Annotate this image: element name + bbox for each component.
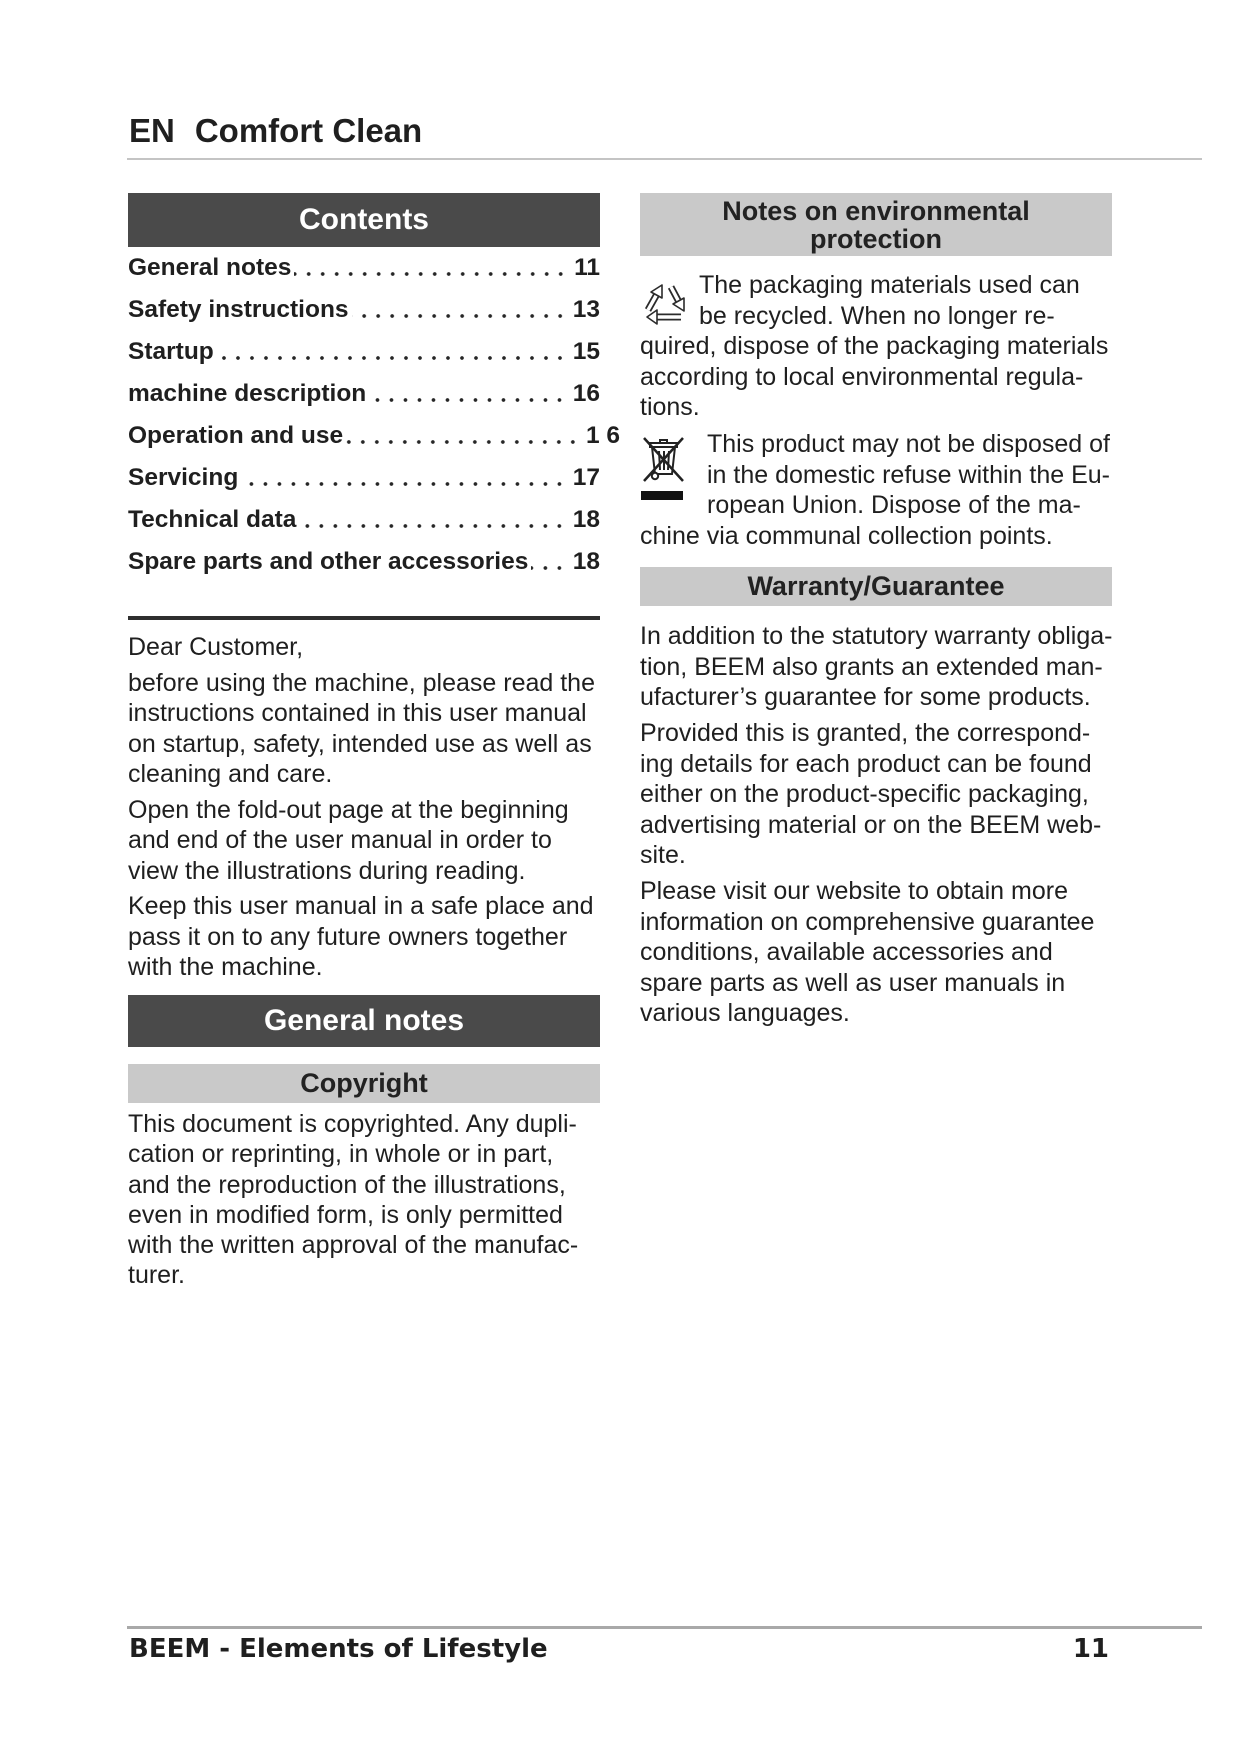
disposal-text-line: ropean Union. Dispose of the ma- <box>707 491 1081 519</box>
intro-paragraph: Keep this user manual in a safe place and pass it on to any future owners together with the machine. <box>128 892 594 981</box>
toc-leader-dots <box>294 247 568 289</box>
toc-entry-operation-and-use <box>128 415 620 457</box>
toc-leader-dots <box>369 373 566 415</box>
toc-entry-technical-data <box>128 499 600 541</box>
toc-entry-label: Servicing <box>128 464 239 491</box>
environment-heading-box <box>640 193 1112 256</box>
toc-leader-dots <box>217 331 567 373</box>
section-divider <box>128 616 600 620</box>
intro-paragraph: before using the machine, please read the instructions contained in this user manual on startup, safety, intended use as well as cleaning and care. <box>128 668 595 788</box>
page-number: 11 <box>1072 1634 1109 1664</box>
left-column <box>128 0 620 1754</box>
disposal-text-line: This product may not be disposed of <box>707 430 1111 458</box>
toc-entry-page: 17 <box>572 464 600 491</box>
copyright-text <box>128 1109 600 1291</box>
disposal-text-line: in the domestic refuse within the Eu- <box>707 460 1110 489</box>
toc-entry-page: 13 <box>572 296 600 323</box>
toc-entry-label: Technical data <box>128 506 297 533</box>
toc-entry-page: 1 6 <box>585 422 620 449</box>
document-title: Comfort Clean <box>194 112 423 149</box>
toc-entry-page: 18 <box>572 506 600 533</box>
toc-entry-startup <box>128 331 600 373</box>
disposal-note <box>640 429 1116 551</box>
toc-entry-page: 11 <box>574 254 600 281</box>
recycling-text-line: The packaging materials used can <box>699 271 1080 299</box>
toc-entry-servicing <box>128 457 600 499</box>
recycling-text-line: quired, dispose of the packaging materials <box>640 332 1109 360</box>
copyright-heading: Copyright <box>128 1064 600 1103</box>
toc-entry-spare-parts <box>128 541 600 583</box>
table-of-contents <box>128 247 620 583</box>
language-code: EN <box>129 112 175 149</box>
footer-brand: BEEM - Elements of Lifestyle <box>129 1634 548 1664</box>
toc-entry-label: General notes <box>128 254 292 281</box>
general-notes-heading: General notes <box>128 995 600 1047</box>
recycling-note <box>640 270 1116 423</box>
warranty-text <box>640 621 1116 1029</box>
toc-entry-label: Startup <box>128 338 214 365</box>
toc-entry-label: machine description <box>128 380 367 407</box>
right-column <box>640 0 1116 1754</box>
copyright-paragraph: This document is copyrighted. Any dupli- cation or reprinting, in whole or in part, and the reproduction of the illustrations, even in modified form, is only permitted with the written approval of the manufac- turer. <box>128 1110 579 1290</box>
toc-leader-dots <box>346 415 580 457</box>
toc-leader-dots <box>352 289 567 331</box>
toc-leader-dots <box>241 457 566 499</box>
recycling-text-line: according to local environmental regula- <box>640 362 1084 391</box>
intro-paragraph: Open the fold-out page at the beginning and end of the user manual in order to view the illustrations during reading. <box>128 795 569 885</box>
greeting: Dear Customer, <box>128 633 304 661</box>
contents-heading: Contents <box>128 193 600 247</box>
toc-entry-page: 15 <box>572 338 600 365</box>
warranty-paragraph: In addition to the statutory warranty obliga- tion, BEEM also grants an extended man- ufacturer’s guarantee for some products. <box>640 622 1113 711</box>
toc-entry-general-notes <box>128 247 600 289</box>
page-footer <box>129 1634 1109 1664</box>
disposal-text-line: chine via communal collection points. <box>640 521 1053 550</box>
toc-leader-dots <box>299 499 566 541</box>
crossed-out-wheelie-bin-icon <box>640 434 687 505</box>
warranty-paragraph: Please visit our website to obtain more information on comprehensive guarantee conditions, available accessories and spare parts as well as user manuals in various languages. <box>640 877 1095 1027</box>
toc-entry-safety-instructions <box>128 289 600 331</box>
warranty-heading: Warranty/Guarantee <box>640 567 1112 606</box>
toc-entry-label: Spare parts and other accessories <box>128 548 529 575</box>
toc-entry-machine-description <box>128 373 600 415</box>
toc-entry-page: 18 <box>572 548 600 575</box>
toc-entry-label: Operation and use <box>128 422 344 449</box>
recycling-text-line: be recycled. When no longer re- <box>699 301 1055 330</box>
recycling-icon <box>640 275 690 325</box>
toc-entry-label: Safety instructions <box>128 296 349 323</box>
environment-heading: Notes on environmental protection <box>722 195 1030 254</box>
toc-entry-page: 16 <box>572 380 600 407</box>
recycling-text-line: tions. <box>640 393 700 421</box>
toc-leader-dots <box>531 541 566 583</box>
warranty-paragraph: Provided this is granted, the correspond- ing details for each product can be found either on the product-specific packaging, advertising material or on the BEEM web- site. <box>640 719 1102 869</box>
footer-divider <box>127 1626 1202 1629</box>
intro-text <box>128 632 600 983</box>
